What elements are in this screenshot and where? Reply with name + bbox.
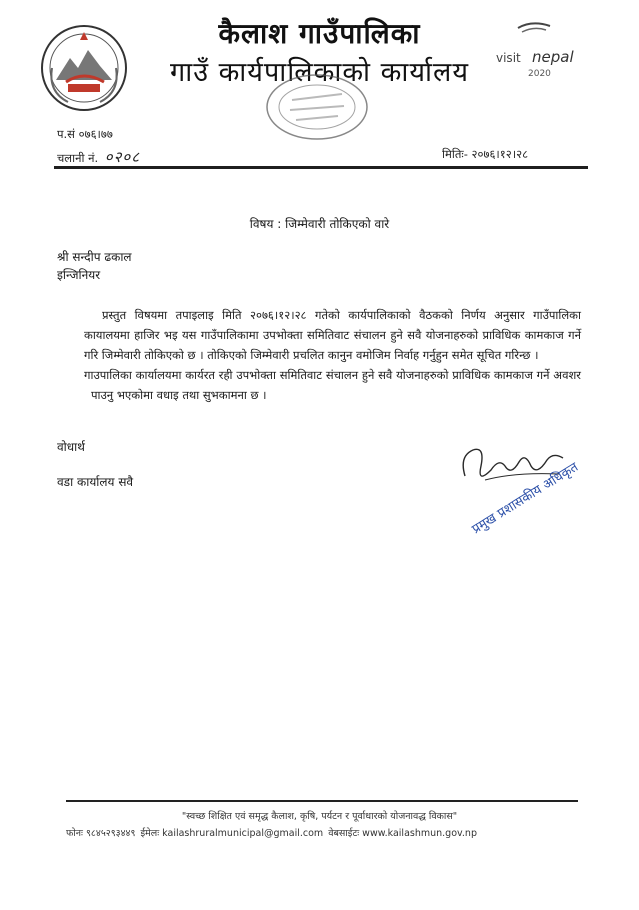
letter-date: मितिः- २०७६।१२।२८	[442, 147, 529, 161]
body-paragraph: प्रस्तुत विषयमा तपाइलाइ मिति २०७६।१२।२८ गतेको कार्यपालिकाको वैठकको निर्णय अनुसार गाउँपालिका कायालयमा हाजिर भइ यस गाउँपालिकामा उपभोक्ता समितिवाट संचालन हुने सवै योजनाहरुको प्राविधिक कामकाज गर्ने गरि जिम्मेवारी तोकिएको छ । तोकिएको जिम्मेवारी प्रचलित कानुन वमोजिम निर्वाह गर्नुहुन समेत सूचित गरिन्छ ।	[84, 308, 581, 362]
recipient-name: श्री सन्दीप ढकाल	[57, 250, 132, 264]
footer-divider	[66, 800, 578, 802]
footer-email: ईमेलः kailashruralmunicipal@gmail.com	[140, 828, 324, 839]
footer-website: वेबसाईटः www.kailashmun.gov.np	[328, 828, 477, 839]
svg-text:nepal: nepal	[532, 48, 574, 66]
recipient-title: इन्जिनियर	[57, 268, 101, 282]
dispatch-label: चलानी नं.	[57, 151, 99, 165]
office-subtitle: गाउँ कार्यपालिकाको कार्यालय	[170, 57, 469, 88]
officer-stamp: प्रमुख प्रशासकीय अधिकृत	[469, 459, 582, 538]
letter-subject: विषय : जिम्मेवारी तोकिएको वारे	[249, 217, 390, 231]
for-information-label: वोधार्थ	[57, 440, 85, 454]
footer-motto: "स्वच्छ शिक्षित एवं समृद्ध कैलाश, कृषि, पर्यटन र पूर्वाधारको योजनावद्ध विकास"	[181, 811, 458, 822]
dispatch-value: ०२०८	[104, 148, 140, 166]
body-paragraph: गाउपालिका कार्यालयमा कार्यरत रही उपभोक्ता समितिवाट संचालन हुने सवै योजनाहरुको प्राविधिक कामकाज गर्ने अवशर पाउनु भएकोमा वधाइ तथा सुभकामना छ ।	[84, 368, 581, 402]
letter-body	[84, 305, 581, 405]
office-seal-icon	[262, 70, 372, 144]
org-title: कैलाश गाउँपालिका	[218, 17, 421, 50]
reference-number: प.सं ०७६।७७	[57, 127, 113, 141]
svg-text:visit: visit	[496, 51, 521, 65]
header-divider	[54, 166, 588, 169]
cc-recipient: वडा कार्यालय सवै	[57, 475, 134, 489]
footer-phone: फोनः ९८४५२९३४४९	[66, 828, 136, 839]
dispatch-number	[57, 147, 140, 167]
svg-text:2020: 2020	[528, 69, 551, 79]
footer-contact	[66, 826, 479, 839]
